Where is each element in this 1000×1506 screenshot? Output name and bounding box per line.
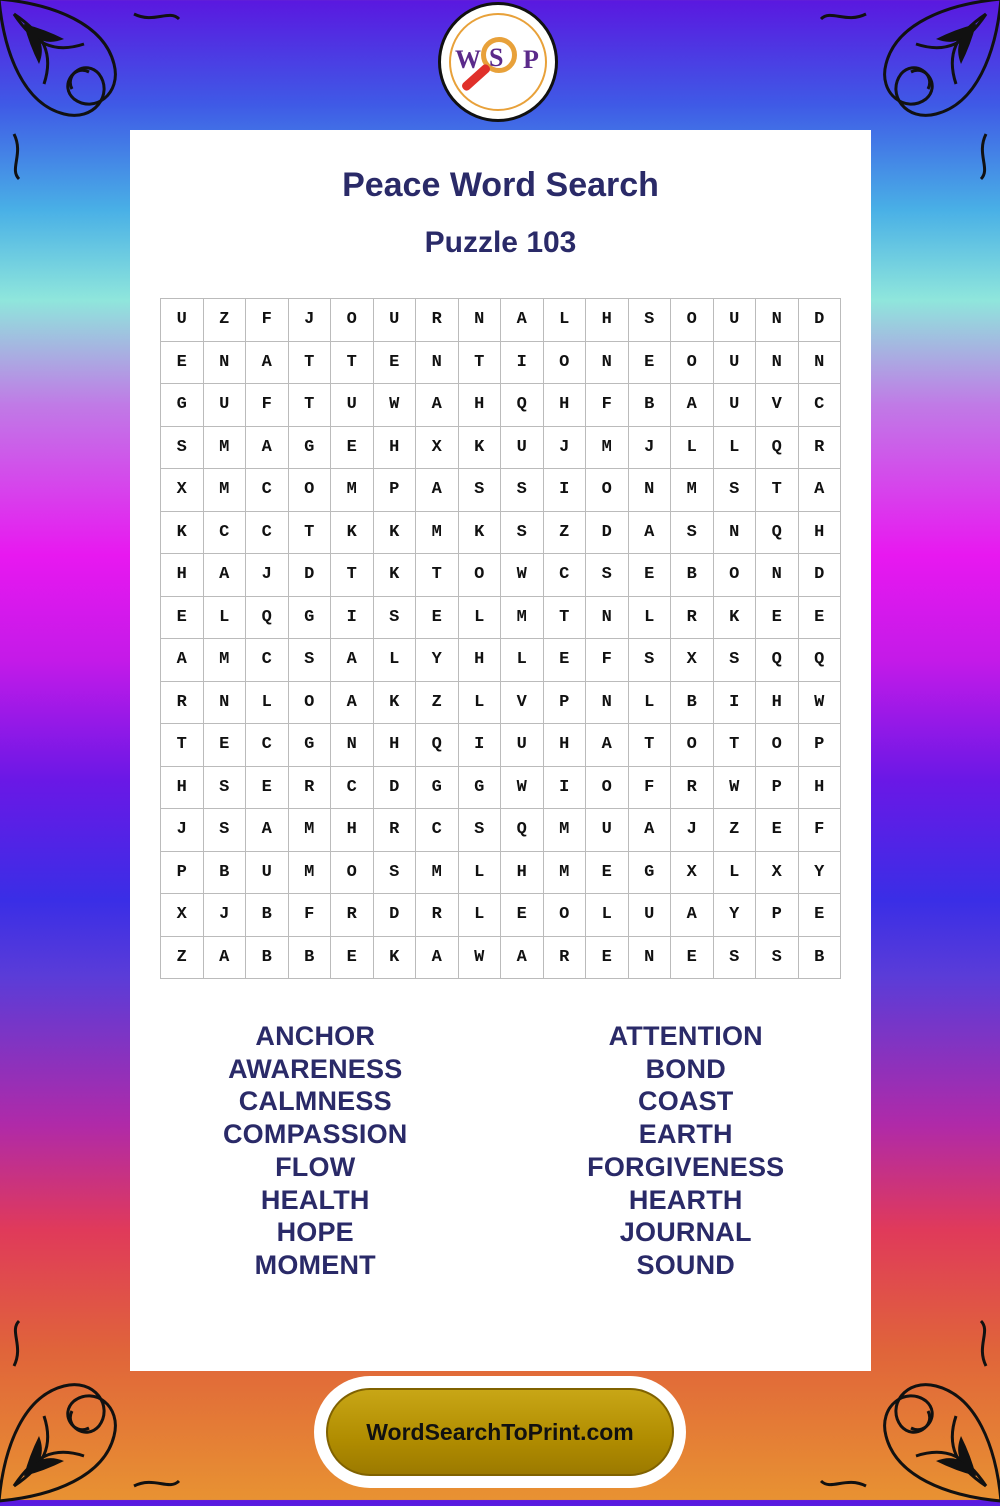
grid-cell[interactable]: S <box>714 937 757 980</box>
word-item: ATTENTION <box>608 1021 763 1051</box>
grid-cell[interactable]: K <box>374 937 417 980</box>
grid-cell[interactable]: H <box>799 767 842 810</box>
grid-cell[interactable]: J <box>246 554 289 597</box>
grid-cell[interactable]: H <box>501 852 544 895</box>
grid-cell[interactable]: E <box>161 342 204 385</box>
grid-cell[interactable]: L <box>629 682 672 725</box>
grid-cell[interactable]: Q <box>756 427 799 470</box>
grid-cell[interactable]: N <box>416 342 459 385</box>
grid-cell[interactable]: S <box>289 639 332 682</box>
word-item: HEARTH <box>628 1184 743 1215</box>
grid-cell[interactable]: L <box>374 639 417 682</box>
grid-cell[interactable]: U <box>204 384 247 427</box>
grid-cell[interactable]: A <box>246 809 289 852</box>
grid-cell[interactable]: N <box>629 469 672 512</box>
grid-cell[interactable]: G <box>629 852 672 895</box>
grid-cell[interactable]: A <box>331 639 374 682</box>
grid-cell[interactable]: B <box>629 384 672 427</box>
grid-cell[interactable]: M <box>204 639 247 682</box>
grid-cell[interactable]: O <box>671 299 714 342</box>
site-link-button[interactable]: WordSearchToPrint.com <box>326 1388 674 1476</box>
grid-cell[interactable]: U <box>714 384 757 427</box>
word-item: SOUND <box>636 1249 735 1280</box>
grid-cell[interactable]: A <box>799 469 842 512</box>
grid-cell[interactable]: X <box>416 427 459 470</box>
grid-cell[interactable]: J <box>671 809 714 852</box>
grid-cell[interactable]: Q <box>799 639 842 682</box>
grid-cell[interactable]: A <box>501 937 544 980</box>
grid-cell[interactable]: R <box>416 299 459 342</box>
grid-cell[interactable]: N <box>459 299 502 342</box>
grid-cell[interactable]: U <box>629 894 672 937</box>
grid-cell[interactable]: S <box>161 427 204 470</box>
grid-cell[interactable]: D <box>289 554 332 597</box>
word-item: HEALTH <box>260 1184 370 1215</box>
grid-cell[interactable]: M <box>671 469 714 512</box>
grid-cell[interactable]: H <box>586 299 629 342</box>
word-item: COMPASSION <box>222 1119 408 1150</box>
word-item: AWARENESS <box>228 1053 403 1084</box>
grid-cell[interactable]: T <box>544 597 587 640</box>
grid-cell[interactable]: R <box>544 937 587 980</box>
grid-cell[interactable]: T <box>756 469 799 512</box>
grid-cell[interactable]: A <box>416 469 459 512</box>
grid-cell[interactable]: E <box>799 597 842 640</box>
grid-cell[interactable]: E <box>161 597 204 640</box>
grid-cell[interactable]: N <box>714 512 757 555</box>
grid-cell[interactable]: T <box>289 342 332 385</box>
grid-cell[interactable]: P <box>799 724 842 767</box>
grid-cell[interactable]: J <box>204 894 247 937</box>
grid-cell[interactable]: P <box>756 894 799 937</box>
grid-cell[interactable]: D <box>374 894 417 937</box>
grid-cell[interactable]: O <box>331 852 374 895</box>
grid-cell[interactable]: F <box>586 384 629 427</box>
grid-cell[interactable]: C <box>331 767 374 810</box>
grid-cell[interactable]: O <box>671 342 714 385</box>
grid-cell[interactable]: E <box>586 852 629 895</box>
grid-cell[interactable]: U <box>331 384 374 427</box>
grid-cell[interactable]: E <box>756 809 799 852</box>
grid-cell[interactable]: R <box>416 894 459 937</box>
puzzle-number: Puzzle 103 <box>424 226 577 259</box>
grid-cell[interactable]: S <box>204 767 247 810</box>
grid-cell[interactable]: E <box>629 342 672 385</box>
grid-cell[interactable]: P <box>544 682 587 725</box>
grid-cell[interactable]: T <box>331 342 374 385</box>
grid-cell[interactable]: M <box>331 469 374 512</box>
grid-cell[interactable]: K <box>374 682 417 725</box>
grid-cell[interactable]: W <box>799 682 842 725</box>
grid-cell[interactable]: I <box>544 469 587 512</box>
grid-cell[interactable]: L <box>246 682 289 725</box>
grid-cell[interactable]: L <box>459 597 502 640</box>
grid-cell[interactable]: H <box>161 767 204 810</box>
grid-cell[interactable]: M <box>586 427 629 470</box>
grid-cell[interactable]: H <box>374 724 417 767</box>
grid-cell[interactable]: X <box>671 639 714 682</box>
letter-grid <box>160 298 841 979</box>
grid-cell[interactable]: B <box>289 937 332 980</box>
grid-cell[interactable]: I <box>501 342 544 385</box>
grid-cell[interactable]: C <box>544 554 587 597</box>
grid-cell[interactable]: Q <box>756 512 799 555</box>
grid-cell[interactable]: A <box>246 342 289 385</box>
grid-cell[interactable]: R <box>289 767 332 810</box>
grid-cell[interactable]: N <box>204 342 247 385</box>
grid-cell[interactable]: U <box>714 342 757 385</box>
grid-cell[interactable]: O <box>586 767 629 810</box>
grid-cell[interactable]: O <box>671 724 714 767</box>
grid-cell[interactable]: G <box>459 767 502 810</box>
grid-cell[interactable]: O <box>756 724 799 767</box>
grid-cell[interactable]: O <box>586 469 629 512</box>
grid-cell[interactable]: H <box>756 682 799 725</box>
grid-cell[interactable]: T <box>289 512 332 555</box>
word-list-left <box>130 1020 501 1282</box>
grid-cell[interactable]: T <box>416 554 459 597</box>
grid-cell[interactable]: D <box>799 299 842 342</box>
grid-cell[interactable]: Q <box>246 597 289 640</box>
grid-cell[interactable]: D <box>374 767 417 810</box>
grid-cell[interactable]: E <box>501 894 544 937</box>
word-item: JOURNAL <box>619 1217 752 1248</box>
grid-cell[interactable]: L <box>459 894 502 937</box>
grid-cell[interactable]: M <box>204 427 247 470</box>
grid-cell[interactable]: M <box>289 852 332 895</box>
grid-cell[interactable]: K <box>714 597 757 640</box>
grid-cell[interactable]: L <box>714 427 757 470</box>
grid-cell[interactable]: T <box>459 342 502 385</box>
grid-cell[interactable]: F <box>246 384 289 427</box>
grid-cell[interactable]: K <box>459 512 502 555</box>
word-item: EARTH <box>638 1119 733 1150</box>
grid-cell[interactable]: O <box>289 469 332 512</box>
grid-cell[interactable]: A <box>416 384 459 427</box>
grid-cell[interactable]: A <box>204 937 247 980</box>
grid-cell[interactable]: J <box>544 427 587 470</box>
grid-cell[interactable]: L <box>544 299 587 342</box>
grid-cell[interactable]: H <box>544 724 587 767</box>
grid-cell[interactable]: L <box>459 852 502 895</box>
grid-cell[interactable]: E <box>331 427 374 470</box>
grid-cell[interactable]: S <box>671 512 714 555</box>
grid-cell[interactable]: N <box>331 724 374 767</box>
grid-cell[interactable]: E <box>799 894 842 937</box>
word-list-right <box>501 1020 872 1282</box>
grid-cell[interactable]: U <box>501 724 544 767</box>
grid-cell[interactable]: A <box>671 894 714 937</box>
grid-cell[interactable]: B <box>204 852 247 895</box>
grid-cell[interactable]: W <box>714 767 757 810</box>
grid-cell[interactable]: O <box>331 299 374 342</box>
grid-cell[interactable]: D <box>799 554 842 597</box>
grid-cell[interactable]: R <box>331 894 374 937</box>
grid-cell[interactable]: F <box>629 767 672 810</box>
grid-cell[interactable]: S <box>501 469 544 512</box>
grid-cell[interactable]: G <box>289 597 332 640</box>
grid-cell[interactable]: E <box>416 597 459 640</box>
grid-cell[interactable]: F <box>799 809 842 852</box>
grid-cell[interactable]: F <box>246 299 289 342</box>
grid-cell[interactable]: V <box>501 682 544 725</box>
word-item: ANCHOR <box>255 1021 376 1051</box>
word-item: MOMENT <box>254 1249 376 1280</box>
grid-cell[interactable]: N <box>756 554 799 597</box>
grid-cell[interactable]: E <box>586 937 629 980</box>
grid-cell[interactable]: W <box>459 937 502 980</box>
word-item: CALMNESS <box>238 1086 392 1117</box>
site-link-frame <box>314 1376 686 1488</box>
grid-cell[interactable]: M <box>289 809 332 852</box>
grid-cell[interactable]: O <box>544 342 587 385</box>
grid-cell[interactable]: J <box>289 299 332 342</box>
grid-cell[interactable]: Z <box>204 299 247 342</box>
puzzle-title: Peace Word Search <box>342 166 659 204</box>
grid-cell[interactable]: L <box>459 682 502 725</box>
grid-cell[interactable]: G <box>289 724 332 767</box>
grid-cell[interactable]: S <box>714 639 757 682</box>
grid-cell[interactable]: T <box>331 554 374 597</box>
grid-cell[interactable]: X <box>756 852 799 895</box>
word-item: FORGIVENESS <box>587 1151 785 1182</box>
grid-cell[interactable]: R <box>671 597 714 640</box>
grid-cell[interactable]: D <box>586 512 629 555</box>
grid-cell[interactable]: C <box>246 724 289 767</box>
grid-cell[interactable]: S <box>586 554 629 597</box>
grid-cell[interactable]: S <box>459 809 502 852</box>
grid-cell[interactable]: I <box>544 767 587 810</box>
grid-cell[interactable]: E <box>671 937 714 980</box>
grid-cell[interactable]: H <box>459 384 502 427</box>
grid-cell[interactable]: R <box>374 809 417 852</box>
grid-cell[interactable]: N <box>586 342 629 385</box>
grid-cell[interactable]: N <box>799 342 842 385</box>
grid-cell[interactable]: Z <box>714 809 757 852</box>
grid-cell[interactable]: W <box>501 767 544 810</box>
grid-cell[interactable]: C <box>246 469 289 512</box>
grid-cell[interactable]: E <box>544 639 587 682</box>
grid-cell[interactable]: C <box>799 384 842 427</box>
grid-cell[interactable]: C <box>246 512 289 555</box>
grid-cell[interactable]: P <box>161 852 204 895</box>
grid-cell[interactable]: K <box>459 427 502 470</box>
grid-cell[interactable]: K <box>374 512 417 555</box>
grid-cell[interactable]: F <box>289 894 332 937</box>
grid-cell[interactable]: O <box>289 682 332 725</box>
logo-letter-p: P <box>523 45 539 74</box>
grid-cell[interactable]: Z <box>416 682 459 725</box>
grid-cell[interactable]: H <box>374 427 417 470</box>
grid-cell[interactable]: E <box>629 554 672 597</box>
grid-cell[interactable]: L <box>671 427 714 470</box>
grid-cell[interactable]: P <box>756 767 799 810</box>
grid-cell[interactable]: T <box>289 384 332 427</box>
grid-cell[interactable]: S <box>629 639 672 682</box>
grid-cell[interactable]: Z <box>544 512 587 555</box>
grid-cell[interactable]: L <box>501 639 544 682</box>
grid-cell[interactable]: Y <box>714 894 757 937</box>
grid-cell[interactable]: N <box>204 682 247 725</box>
grid-cell[interactable]: A <box>331 682 374 725</box>
grid-cell[interactable]: U <box>586 809 629 852</box>
grid-cell[interactable]: J <box>629 427 672 470</box>
grid-cell[interactable]: H <box>799 512 842 555</box>
grid-cell[interactable]: N <box>586 682 629 725</box>
grid-cell[interactable]: H <box>544 384 587 427</box>
grid-cell[interactable]: E <box>756 597 799 640</box>
word-item: BOND <box>645 1053 726 1084</box>
grid-cell[interactable]: C <box>416 809 459 852</box>
grid-cell[interactable]: V <box>756 384 799 427</box>
grid-cell[interactable]: H <box>161 554 204 597</box>
grid-cell[interactable]: N <box>586 597 629 640</box>
grid-cell[interactable]: S <box>374 597 417 640</box>
grid-cell[interactable]: Z <box>161 937 204 980</box>
grid-cell[interactable]: Q <box>501 809 544 852</box>
grid-cell[interactable]: A <box>586 724 629 767</box>
grid-cell[interactable]: E <box>331 937 374 980</box>
grid-cell[interactable]: S <box>501 512 544 555</box>
site-logo[interactable] <box>438 2 558 122</box>
grid-cell[interactable]: A <box>629 809 672 852</box>
grid-cell[interactable]: W <box>501 554 544 597</box>
puzzle-card <box>130 130 871 1371</box>
grid-cell[interactable]: S <box>374 852 417 895</box>
grid-cell[interactable]: R <box>799 427 842 470</box>
grid-cell[interactable]: E <box>204 724 247 767</box>
grid-cell[interactable]: Q <box>501 384 544 427</box>
grid-cell[interactable]: X <box>161 894 204 937</box>
grid-cell[interactable]: M <box>204 469 247 512</box>
grid-cell[interactable]: B <box>246 937 289 980</box>
grid-cell[interactable]: Q <box>756 639 799 682</box>
grid-cell[interactable]: A <box>629 512 672 555</box>
grid-cell[interactable]: G <box>289 427 332 470</box>
grid-cell[interactable]: P <box>374 469 417 512</box>
grid-cell[interactable]: T <box>161 724 204 767</box>
grid-cell[interactable]: O <box>459 554 502 597</box>
word-item: HOPE <box>276 1217 354 1248</box>
grid-cell[interactable]: A <box>204 554 247 597</box>
grid-cell[interactable]: J <box>161 809 204 852</box>
grid-cell[interactable]: L <box>204 597 247 640</box>
grid-cell[interactable]: O <box>714 554 757 597</box>
grid-cell[interactable]: S <box>629 299 672 342</box>
grid-cell[interactable]: A <box>416 937 459 980</box>
grid-cell[interactable]: A <box>246 427 289 470</box>
grid-cell[interactable]: C <box>246 639 289 682</box>
grid-cell[interactable]: H <box>331 809 374 852</box>
grid-cell[interactable]: H <box>459 639 502 682</box>
grid-cell[interactable]: B <box>671 554 714 597</box>
grid-cell[interactable]: K <box>374 554 417 597</box>
grid-cell[interactable]: L <box>629 597 672 640</box>
grid-cell[interactable]: M <box>501 597 544 640</box>
logo-letter-w: W <box>455 45 481 74</box>
grid-cell[interactable]: U <box>501 427 544 470</box>
word-list <box>130 1020 871 1282</box>
grid-cell[interactable]: S <box>459 469 502 512</box>
grid-cell[interactable]: I <box>459 724 502 767</box>
grid-cell[interactable]: S <box>714 469 757 512</box>
grid-cell[interactable]: I <box>331 597 374 640</box>
word-item: COAST <box>638 1086 734 1117</box>
grid-cell[interactable]: U <box>714 299 757 342</box>
grid-cell[interactable]: K <box>331 512 374 555</box>
grid-cell[interactable]: L <box>714 852 757 895</box>
grid-cell[interactable]: M <box>416 512 459 555</box>
grid-cell[interactable]: Y <box>799 852 842 895</box>
grid-cell[interactable]: R <box>671 767 714 810</box>
grid-cell[interactable]: R <box>161 682 204 725</box>
grid-cell[interactable]: N <box>629 937 672 980</box>
grid-cell[interactable]: I <box>714 682 757 725</box>
grid-cell[interactable]: U <box>161 299 204 342</box>
grid-cell[interactable]: X <box>671 852 714 895</box>
grid-cell[interactable]: B <box>671 682 714 725</box>
grid-cell[interactable]: U <box>374 299 417 342</box>
grid-cell[interactable]: S <box>756 937 799 980</box>
grid-cell[interactable]: N <box>756 342 799 385</box>
grid-cell[interactable]: A <box>671 384 714 427</box>
grid-cell[interactable]: T <box>629 724 672 767</box>
grid-cell[interactable]: L <box>586 894 629 937</box>
logo-letter-s: S <box>489 43 504 72</box>
grid-cell[interactable]: U <box>246 852 289 895</box>
grid-cell[interactable]: X <box>161 469 204 512</box>
grid-cell[interactable]: G <box>161 384 204 427</box>
grid-cell[interactable]: S <box>204 809 247 852</box>
grid-cell[interactable]: M <box>544 852 587 895</box>
grid-cell[interactable]: Q <box>416 724 459 767</box>
grid-cell[interactable]: A <box>161 639 204 682</box>
grid-cell[interactable]: Y <box>416 639 459 682</box>
grid-cell[interactable]: K <box>161 512 204 555</box>
grid-cell[interactable]: E <box>374 342 417 385</box>
grid-cell[interactable]: M <box>416 852 459 895</box>
grid-cell[interactable]: N <box>756 299 799 342</box>
grid-cell[interactable]: C <box>204 512 247 555</box>
grid-cell[interactable]: B <box>246 894 289 937</box>
grid-cell[interactable]: A <box>501 299 544 342</box>
grid-cell[interactable]: T <box>714 724 757 767</box>
grid-cell[interactable]: W <box>374 384 417 427</box>
grid-cell[interactable]: E <box>246 767 289 810</box>
grid-cell[interactable]: B <box>799 937 842 980</box>
grid-cell[interactable]: F <box>586 639 629 682</box>
grid-cell[interactable]: O <box>544 894 587 937</box>
word-item: FLOW <box>275 1151 356 1182</box>
grid-cell[interactable]: M <box>544 809 587 852</box>
grid-cell[interactable]: G <box>416 767 459 810</box>
